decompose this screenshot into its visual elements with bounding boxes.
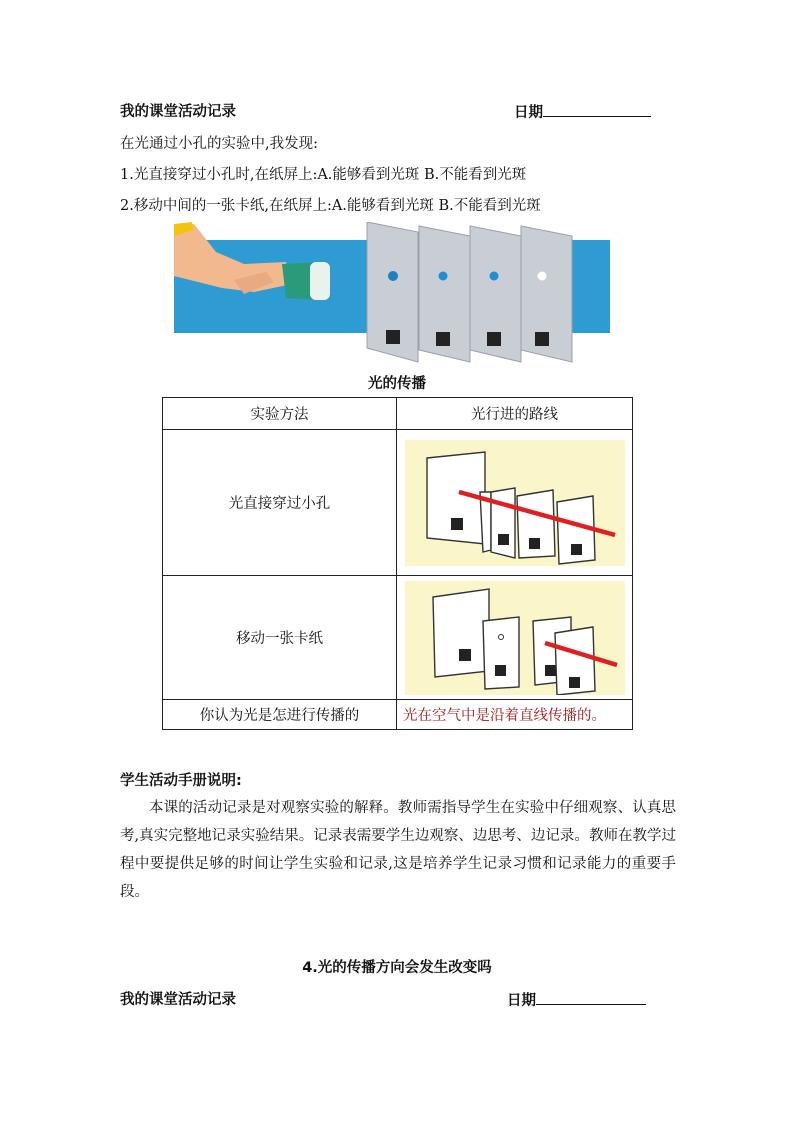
intro-text: 在光通过小孔的实验中,我发现: (120, 136, 318, 152)
lesson-title: 4.光的传播方向会发生改变吗 (302, 960, 492, 976)
table-row (163, 430, 633, 576)
date-field-2 (507, 990, 646, 1011)
paper-card (521, 226, 572, 362)
table-row (163, 700, 633, 730)
table-header-row (163, 398, 633, 430)
table-row (163, 576, 633, 700)
binder-clip-icon (459, 649, 471, 661)
light-path-diagram-straight (405, 440, 625, 566)
record-heading: 我的课堂活动记录 (120, 104, 236, 120)
table-caption: 光的传播 (368, 376, 426, 392)
binder-clip-icon (495, 665, 506, 676)
binder-clip-icon (529, 538, 540, 549)
notes-paragraph: 本课的活动记录是对观察实验的解释。教师需指导学生在实验中仔细观察、认真思考,真实完整地记录实验结果。记录表需要学生边观察、边思考、边记录。教师在教学过程中要提供足够的时间让学生实验和记录,这是培养学生记录习惯和记录能力的重要手段。 (120, 800, 676, 900)
date-label: 日期 (514, 105, 543, 121)
diagram-cell (397, 576, 633, 700)
paper-card (470, 226, 521, 362)
method-direct: 光直接穿过小孔 (163, 430, 397, 576)
record-heading-2: 我的课堂活动记录 (120, 992, 236, 1008)
date-label-2: 日期 (507, 993, 536, 1009)
binder-clip-icon (451, 518, 463, 530)
diagram-cell (397, 430, 633, 576)
date-field (514, 102, 651, 123)
experiment-photo (174, 222, 612, 364)
binder-clip-icon (545, 665, 556, 676)
paper-card (367, 222, 418, 362)
paper-card (419, 226, 470, 362)
header-route: 光行进的路线 (397, 398, 633, 430)
binder-clip-icon (569, 677, 580, 688)
binder-clip-icon (571, 544, 582, 555)
date-blank-2[interactable] (536, 990, 646, 1005)
record-table (162, 397, 633, 730)
light-path-diagram-blocked (405, 581, 625, 695)
question-2: 2.移动中间的一张卡纸,在纸屏上:A.能够看到光斑 B.不能看到光斑 (120, 198, 541, 214)
conclusion-answer: 光在空气中是沿着直线传播的。 (397, 700, 633, 730)
date-blank[interactable] (543, 102, 651, 117)
conclusion-question: 你认为光是怎进行传播的 (163, 700, 397, 730)
method-move-card: 移动一张卡纸 (163, 576, 397, 700)
header-method: 实验方法 (163, 398, 397, 430)
question-1: 1.光直接穿过小孔时,在纸屏上:A.能够看到光斑 B.不能看到光斑 (120, 167, 527, 183)
binder-clip-icon (498, 534, 509, 545)
notes-title: 学生活动手册说明: (120, 773, 242, 789)
